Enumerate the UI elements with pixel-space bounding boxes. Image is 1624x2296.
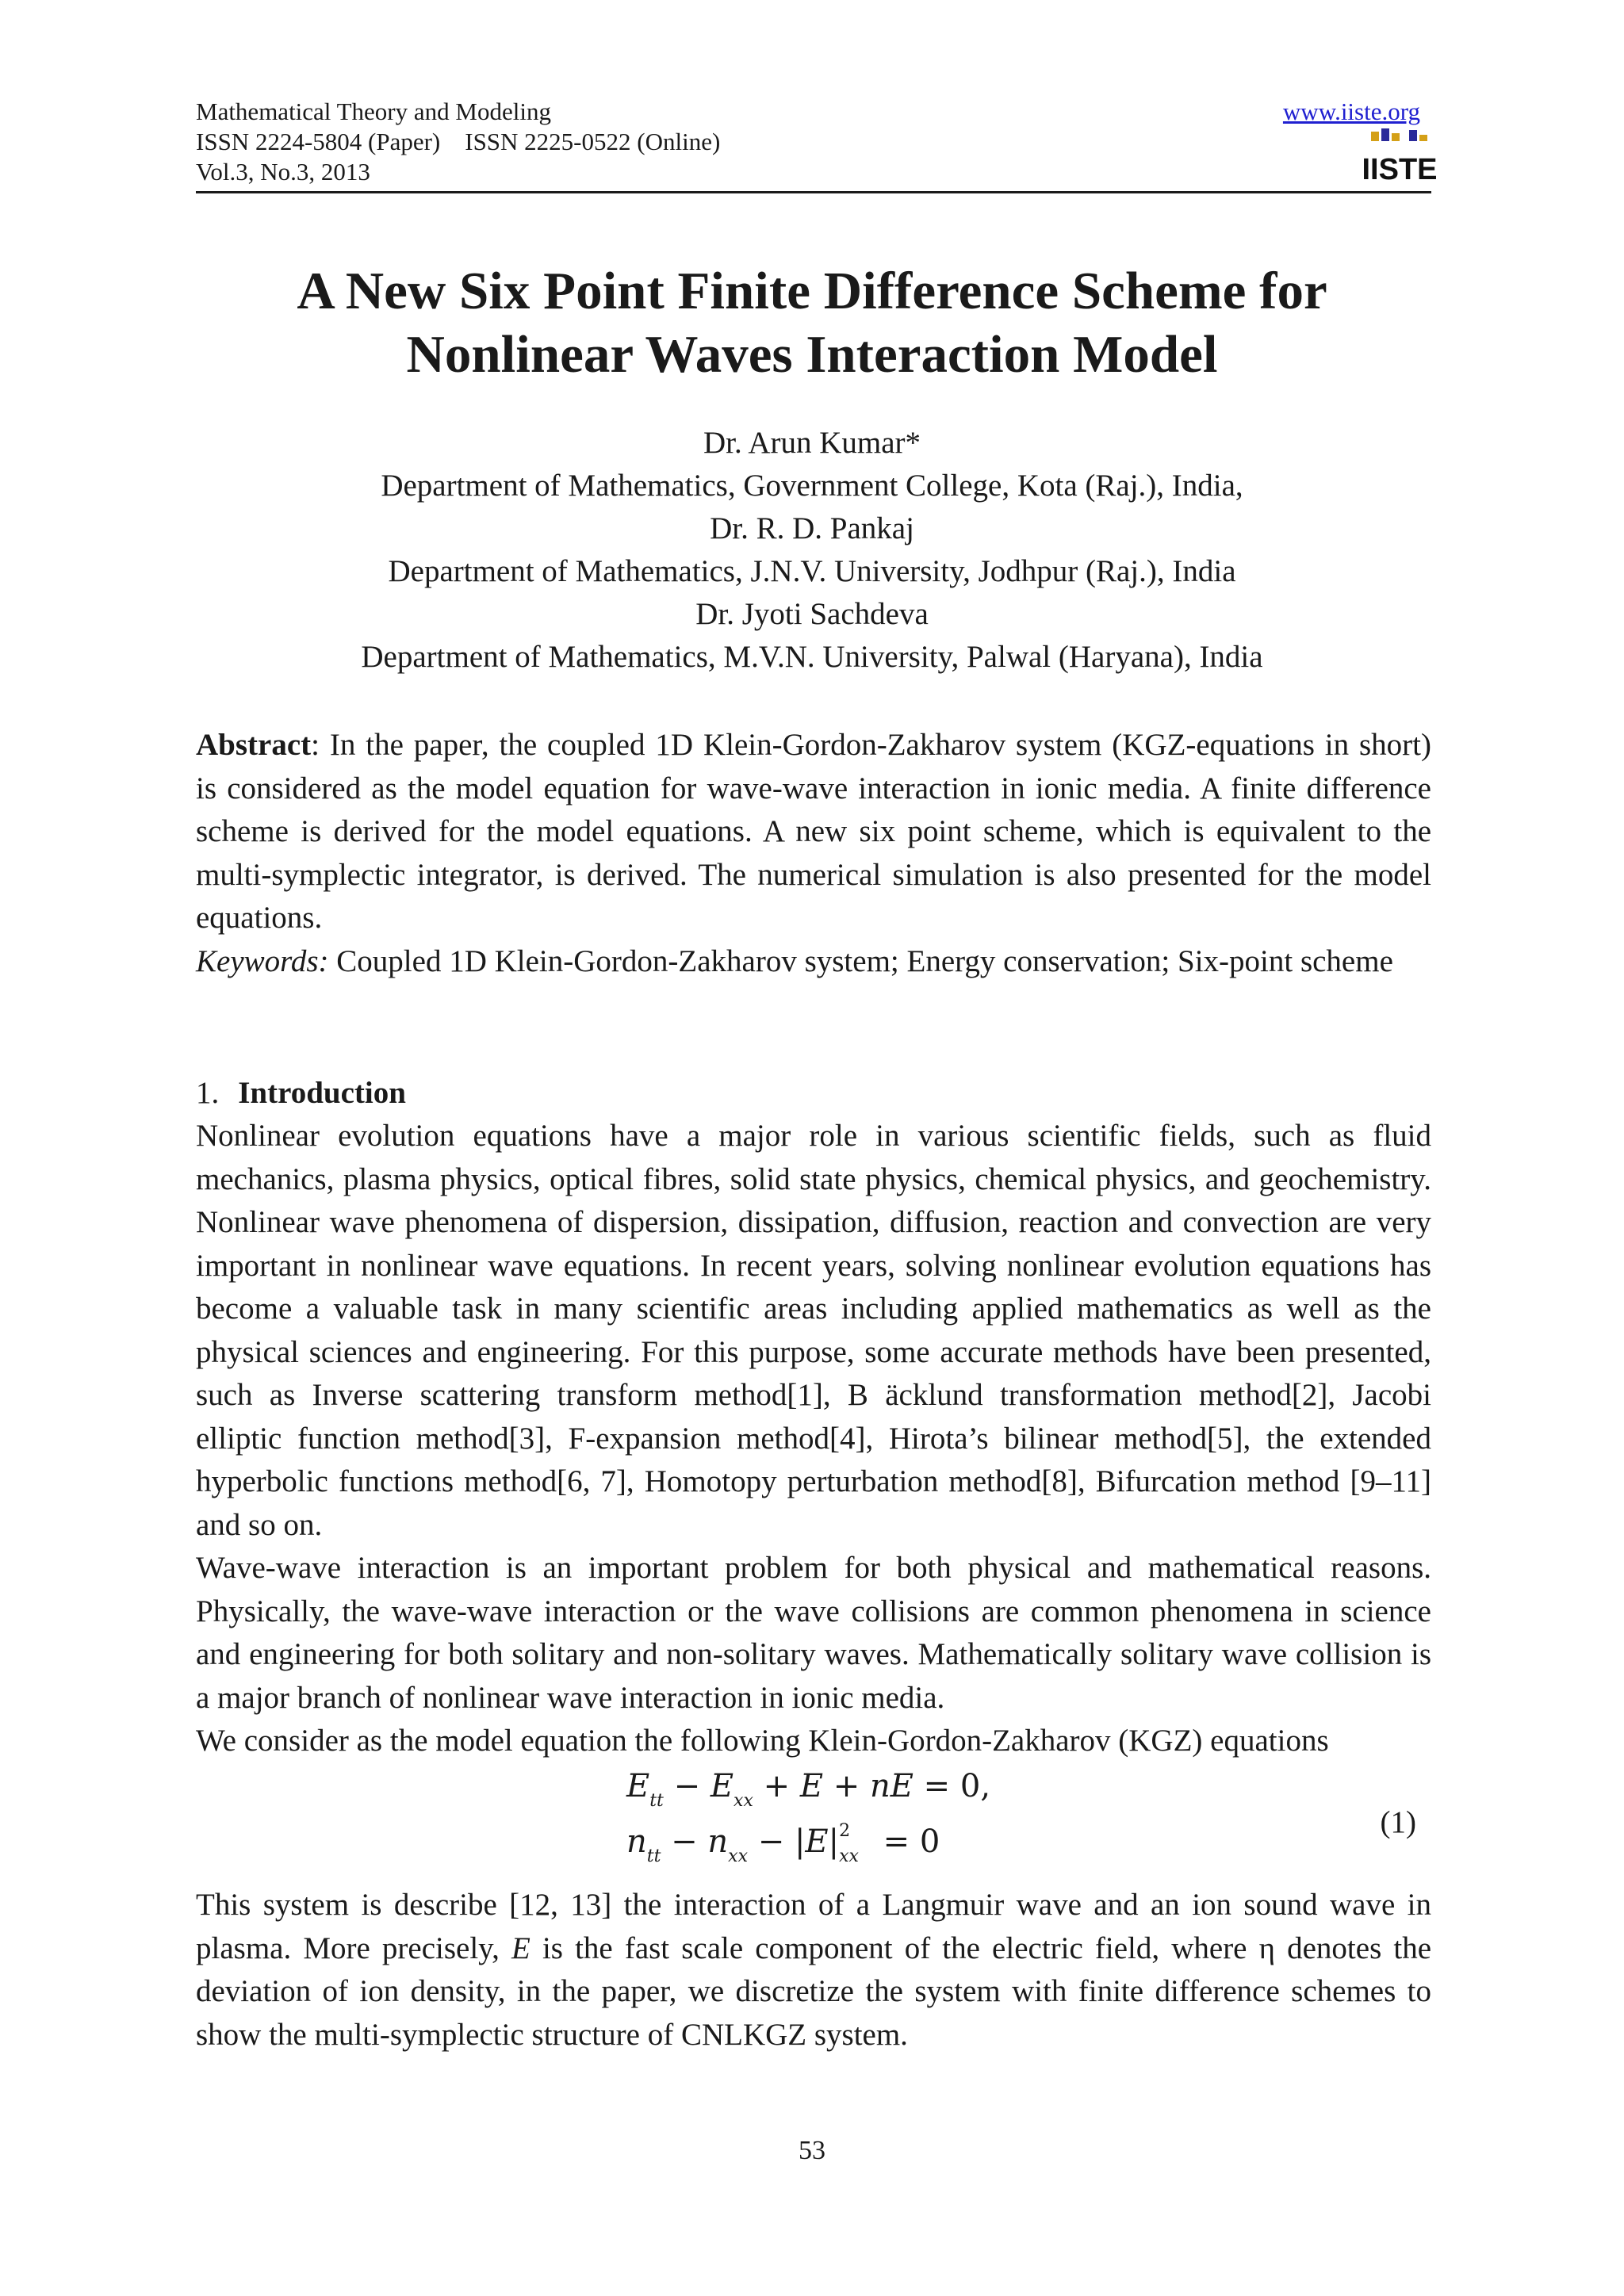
author-name: Dr. Jyoti Sachdeva: [695, 597, 929, 631]
author-affiliation: Department of Mathematics, Government College, Kota (Raj.), India,: [381, 469, 1243, 503]
issn-line: ISSN 2224-5804 (Paper) ISSN 2225-0522 (Online): [196, 128, 721, 155]
intro-paragraph-2: Wave-wave interaction is an important problem for both physical and mathematical reasons. Physically, the wave-wave interaction or the wave collisions are common phenomena in science and engineering for both solitary and non-solitary waves. Mathematically solitary wave collision is a major branch of nonlinear wave interaction in ionic media.: [196, 1551, 1431, 1715]
header-rule: [196, 191, 1431, 193]
paper-title-line2: Nonlinear Waves Interaction Model: [406, 325, 1218, 384]
equation-line-2: $n_{tt} - n_{xx} - |E|^2_{xx} = 0$: [626, 1821, 940, 1866]
section-title: Introduction: [238, 1076, 406, 1110]
abstract-label: Abstract: [196, 728, 312, 762]
keywords-paragraph: [196, 940, 1431, 984]
equation-number: (1): [1380, 1805, 1416, 1839]
author-affiliation: Department of Mathematics, J.N.V. University, Jodhpur (Raj.), India: [388, 554, 1236, 588]
iiste-logo: [1362, 128, 1438, 190]
volume-line: Vol.3, No.3, 2013: [196, 158, 370, 186]
author-name: Dr. R. D. Pankaj: [710, 511, 914, 545]
introduction-body: [196, 1115, 1431, 1763]
intro-paragraph-1: Nonlinear evolution equations have a major role in various scientific fields, such as fluid mechanics, plasma physics, optical fibres, solid state physics, chemical physics, and geochemistry. Nonlinear wave phenomena of dispersion, dissipation, diffusion, reaction and convection are very important in nonlinear wave equations. In recent years, solving nonlinear evolution equations has become a valuable task in many scientific areas including applied mathematics as well as the physical sciences and engineering. For this purpose, some accurate methods have been presented, such as Inverse scattering transform method[1], B äcklund transformation method[2], Jacobi elliptic function method[3], F-expansion method[4], Hirota’s bilinear method[5], the extended hyperbolic functions method[6, 7], Homotopy perturbation method[8], Bifurcation method [9–11] and so on.: [196, 1119, 1431, 1542]
keywords-text: Coupled 1D Klein-Gordon-Zakharov system; Energy conservation; Six-point scheme: [328, 943, 1393, 978]
page-number: 53: [799, 2136, 825, 2165]
section-heading: [196, 1072, 406, 1115]
equation-line-1: $E_{tt} - E_{xx} + E$ + nE = 0,: [626, 1768, 991, 1811]
keywords-label: Keywords:: [196, 943, 329, 978]
intro-paragraph-3: We consider as the model equation the following Klein-Gordon-Zakharov (KGZ) equations: [196, 1724, 1329, 1758]
svg-text:IISTE: IISTE: [1362, 153, 1438, 186]
paper-title-line1: A New Six Point Finite Difference Scheme for: [297, 262, 1327, 320]
intro-paragraph-4: This system is describe [12, 13] the interaction of a Langmuir wave and an ion sound wave in plasma. More precisely, E is the fast scale component of the electric field, where η denotes the deviation of ion density, in the paper, we discretize the system with finite difference schemes to show the multi-symplectic structure of CNLKGZ system.: [196, 1888, 1431, 2052]
abstract-text: : In the paper, the coupled 1D Klein-Gordon-Zakharov system (KGZ-equations in short) is considered as the model equation for wave-wave interaction in ionic media. A finite difference scheme is derived for the model equations. A new six point scheme, which is equivalent to the multi-symplectic integrator, is derived. The numerical simulation is also presented for the model equations.: [196, 728, 1431, 935]
abstract-paragraph: [196, 724, 1431, 940]
post-equation-body: [196, 1884, 1431, 2057]
author-affiliation: Department of Mathematics, M.V.N. University, Palwal (Haryana), India: [361, 640, 1263, 674]
abstract-block: [196, 724, 1431, 983]
author-name: Dr. Arun Kumar*: [703, 426, 921, 460]
journal-name: Mathematical Theory and Modeling: [196, 98, 551, 125]
section-number: 1.: [196, 1076, 220, 1110]
website-link[interactable]: www.iiste.org: [1282, 98, 1420, 125]
